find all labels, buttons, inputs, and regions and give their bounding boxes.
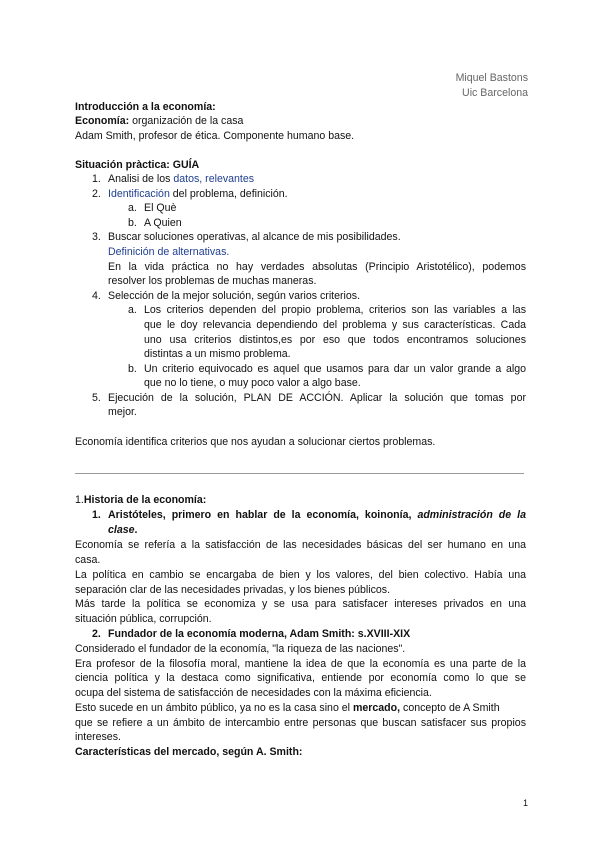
step-4-text: Selección de la mejor solución, según varios criterios. [108,290,361,302]
mercado-bold: mercado, [352,702,401,714]
step-3-definition: Definición de alternativas. [108,246,230,258]
para-3-line1: Más tarde la política se economiza y se usa para satisfacer intereses privados en una [75,598,526,610]
para-5-line3: ocupa del sistema de satisfacción de necesidades con la máxima eficiencia. [75,687,432,699]
clase-period: . [134,524,138,536]
historia-item-1-line1 [108,508,526,522]
page-number: 1 [523,798,529,808]
para-1-line2: casa. [75,554,101,566]
historia-item-1-line2 [108,523,137,537]
para-6-line2: que se refiere a un ámbito de intercambio entre personas que buscan satisfacer sus propios [75,717,526,729]
para-6-text-end: concepto de A Smith [400,702,500,714]
historia-item-2-number: 2. [92,628,101,640]
econ-def-text: organización de la casa [129,115,244,127]
para-1-line1: Economía se refería a la satisfacción de las necesidades básicas del ser humano en una [75,539,526,551]
affiliation: Uic Barcelona [462,87,528,99]
historia-item-1-number: 1. [92,509,101,521]
step-2b-label: b. [128,217,137,229]
smith-line: Adam Smith, profesor de ética. Componente humano base. [75,130,355,142]
step-2-text: del problema, definición. [169,188,288,200]
mercado-characteristics-heading: Características del mercado, según A. Smith: [75,746,303,758]
step-4a-line4: distintas a un mismo problema. [144,348,291,360]
step-1-number: 1. [92,173,101,185]
para-3-line2: situación pública, corrupción. [75,613,212,625]
summary-text: Economía identifica criterios que nos ayudan a solucionar ciertos problemas. [75,436,436,448]
step-4b-line1: Un criterio equivocado es aquel que usamos para dar un valor grande a algo [144,363,526,375]
step-4b-label: b. [128,363,137,375]
step-2-number: 2. [92,188,101,200]
step-3-para-line1: En la vida práctica no hay verdades absolutas (Principio Aristotélico), podemos [108,261,526,273]
historia-number: 1. [75,494,84,506]
step-2b-text: A Quien [144,217,182,229]
para-2-line1: La política en cambio se encargaba de bien y los valores, del bien colectivo. Había una [75,569,526,581]
aristoteles-text: Aristóteles, primero en hablar de la economía, koinonía, [108,509,418,521]
historia-item-2-text: Fundador de la economía moderna, Adam Smith: s.XVIII-XIX [108,628,411,640]
para-6-line1 [75,701,500,715]
step-4-number: 4. [92,290,101,302]
step-4a-line3: uno usa criterios distintos,es por eso que todos encontramos soluciones [144,334,526,346]
para-2-line2: separación clar de las necesidades privadas, y los bienes públicos. [75,584,391,596]
section-divider [75,473,524,474]
historia-heading [75,493,206,507]
step-3-para-line2: resolver los problemas de muchas maneras. [108,275,317,287]
step-4b-line2: que no lo tiene, o muy poco valor a algo base. [144,377,361,389]
step-3-number: 3. [92,231,101,243]
aristoteles-italic: administración de la [417,509,526,521]
historia-title: Historia de la economía: [83,494,207,506]
step-2 [108,187,288,201]
step-2a-text: El Què [144,202,177,214]
intro-title: Introducción a la economía: [75,101,216,113]
step-5-line2: mejor. [108,406,137,418]
step-4a-line1: Los criterios dependen del propio problema, criterios son las variables a las [144,304,526,316]
step-5-line1: Ejecución de la solución, PLAN DE ACCIÓN. Aplicar la solución que tomas por [108,392,526,404]
econ-label: Economía: [75,115,130,127]
step-2a-label: a. [128,202,137,214]
para-4: Considerado el fundador de la economía, "la riqueza de las naciones". [75,643,406,655]
step-4a-label: a. [128,304,137,316]
step-1 [108,172,254,186]
situacion-title: Situación pràctica: GUÍA [75,159,200,171]
para-5-line1: Era profesor de la filosofía moral, mantiene la idea de que la economía es una parte de la [75,658,526,670]
step-1-text: Analisi de los [108,173,174,185]
econ-definition [75,114,243,128]
step-4a-line2: que le doy relevancia dependiendo del problema y sus características. Cada [144,319,526,331]
step-2-highlight: Identificación [108,188,170,200]
para-6-line3: intereses. [75,731,121,743]
para-5-line2: ciencia política y la destaca como significativa, entiende por economía como lo que se [75,672,526,684]
para-6-text: Esto sucede en un ámbito público, ya no es la casa sino el [75,702,353,714]
clase-italic: clase [108,524,135,536]
step-3-text: Buscar soluciones operativas, al alcance de mis posibilidades. [108,231,401,243]
author-name: Miquel Bastons [455,72,528,84]
step-5-number: 5. [92,392,101,404]
step-1-highlight: datos, relevantes [173,173,255,185]
